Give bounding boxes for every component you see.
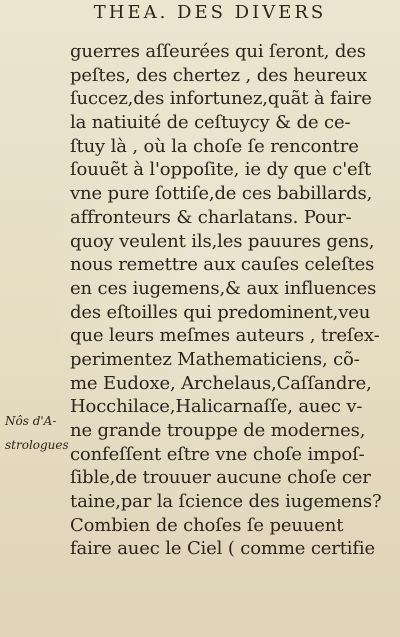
- body-text: [70, 40, 396, 561]
- text-line: ſtuy là , où la choſe ſe rencontre: [70, 135, 359, 157]
- text-line: ſuccez,des infortunez,quãt à faire: [70, 88, 372, 110]
- text-line: ſible,de trouuer aucune choſe cer: [70, 467, 371, 489]
- margin-note-line-2: strologues: [5, 438, 69, 452]
- text-line: ne grande trouppe de modernes,: [70, 420, 366, 441]
- text-line: affronteurs & charlatans. Pour-: [70, 206, 352, 228]
- text-line: la natiuité de ceſtuycy & de ce-: [70, 112, 351, 134]
- text-line: taine,par la ſcience des iugemens?: [70, 491, 382, 513]
- text-line: nous remettre aux cauſes celeſtes: [70, 254, 375, 276]
- text-line: me Eudoxe, Archelaus,Caſſandre,: [70, 372, 372, 394]
- text-line: des eſtoilles qui predominent,veu: [70, 301, 371, 323]
- text-line: ſouuẽt à l'oppoſite, ie dy que c'eſt: [70, 159, 372, 181]
- margin-note-line-1: Nôs d'A-: [5, 414, 57, 428]
- text-line: vne pure ſottiſe,de ces babillards,: [70, 183, 373, 205]
- text-line: faire auec le Ciel ( comme certifie: [70, 538, 376, 560]
- text-line: quoy veulent ils,les pauures gens,: [70, 230, 375, 252]
- text-line: guerres aſſeurées qui ſeront, des: [70, 41, 366, 62]
- text-line: que leurs meſmes auteurs , treſex-: [70, 325, 380, 347]
- text-line: Hocchilace,Halicarnaſſe, auec v-: [70, 396, 363, 418]
- text-line: en ces iugemens,& aux influences: [70, 277, 377, 299]
- text-line: peſtes, des chertez , des heureux: [70, 64, 368, 86]
- text-line: confeſſent eſtre vne choſe impoſ-: [70, 443, 365, 465]
- text-line: perimentez Mathematiciens, cõ-: [70, 348, 360, 370]
- running-head: THEA. DES DIVERS: [93, 2, 327, 23]
- text-line: Combien de choſes ſe peuuent: [70, 514, 344, 536]
